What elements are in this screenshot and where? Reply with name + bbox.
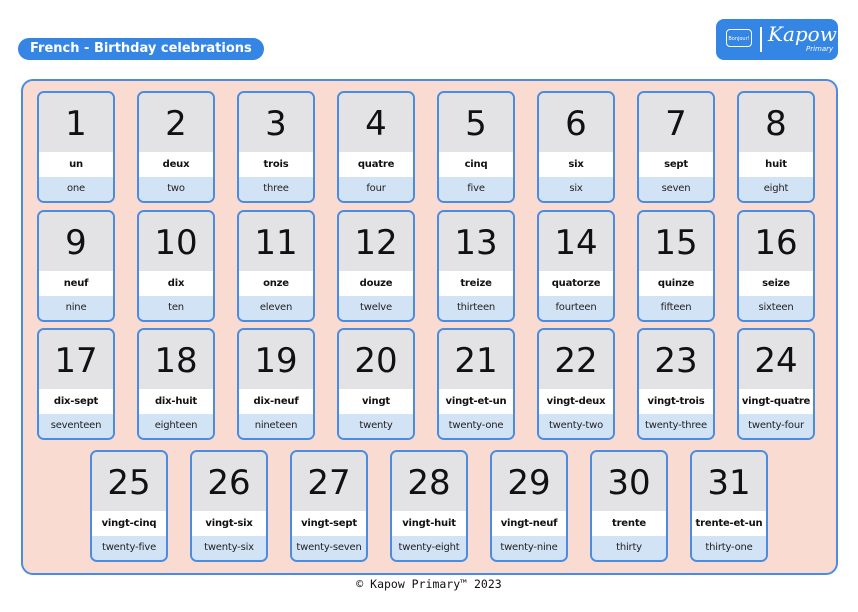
number-card [190,450,268,562]
card-number: 5 [439,93,513,152]
page-title: French - Birthday celebrations [18,38,264,60]
number-card [37,91,115,203]
card-english-word: nine [39,296,113,320]
card-number: 21 [439,330,513,389]
card-english-word: six [539,177,613,201]
card-number: 13 [439,212,513,271]
card-english-word: eight [739,177,813,201]
card-french-word: treize [439,271,513,296]
card-number: 10 [139,212,213,271]
number-card-board [21,79,838,575]
card-english-word: eleven [239,296,313,320]
card-english-word: twenty-five [92,536,166,560]
card-english-word: five [439,177,513,201]
card-french-word: vingt [339,389,413,414]
number-card [590,450,668,562]
card-number: 17 [39,330,113,389]
card-french-word: onze [239,271,313,296]
card-english-word: twenty-nine [492,536,566,560]
number-card [737,328,815,440]
card-french-word: sept [639,152,713,177]
number-card [290,450,368,562]
card-french-word: quatorze [539,271,613,296]
speech-bubble-icon: Bonjour! [726,29,752,47]
card-french-word: vingt-trois [639,389,713,414]
card-english-word: twenty-two [539,414,613,438]
card-french-word: trente [592,511,666,536]
number-card [437,91,515,203]
card-english-word: ten [139,296,213,320]
logo-brand: Kapow [768,22,837,46]
card-french-word: vingt-et-un [439,389,513,414]
card-french-word: vingt-huit [392,511,466,536]
card-number: 7 [639,93,713,152]
card-french-word: trois [239,152,313,177]
card-french-word: six [539,152,613,177]
card-number: 22 [539,330,613,389]
number-card [337,210,415,322]
card-french-word: vingt-deux [539,389,613,414]
card-english-word: seventeen [39,414,113,438]
card-english-word: twenty-four [739,414,813,438]
number-card [437,210,515,322]
number-card [390,450,468,562]
card-french-word: deux [139,152,213,177]
card-number: 15 [639,212,713,271]
card-french-word: huit [739,152,813,177]
card-english-word: thirty [592,536,666,560]
number-card [337,91,415,203]
card-english-word: one [39,177,113,201]
number-card [637,210,715,322]
number-card [237,91,315,203]
number-card [237,210,315,322]
card-english-word: four [339,177,413,201]
card-english-word: twenty-three [639,414,713,438]
copyright-footer: © Kapow Primary™ 2023 [356,577,502,591]
card-english-word: twenty [339,414,413,438]
number-card [537,328,615,440]
card-english-word: three [239,177,313,201]
number-card [237,328,315,440]
number-card [690,450,768,562]
number-card [37,328,115,440]
number-card [137,328,215,440]
card-number: 4 [339,93,413,152]
card-number: 1 [39,93,113,152]
card-number: 16 [739,212,813,271]
card-french-word: quatre [339,152,413,177]
card-number: 19 [239,330,313,389]
number-card [137,210,215,322]
number-card [637,328,715,440]
card-english-word: thirty-one [692,536,766,560]
card-french-word: douze [339,271,413,296]
card-number: 14 [539,212,613,271]
card-number: 8 [739,93,813,152]
card-number: 30 [592,452,666,511]
card-english-word: seven [639,177,713,201]
card-number: 3 [239,93,313,152]
card-english-word: thirteen [439,296,513,320]
card-number: 26 [192,452,266,511]
card-french-word: vingt-cinq [92,511,166,536]
card-french-word: dix-neuf [239,389,313,414]
card-number: 11 [239,212,313,271]
card-number: 25 [92,452,166,511]
number-card [37,210,115,322]
card-french-word: cinq [439,152,513,177]
card-english-word: twenty-one [439,414,513,438]
card-english-word: twenty-seven [292,536,366,560]
kapow-logo [716,19,838,60]
card-number: 6 [539,93,613,152]
number-card [537,210,615,322]
logo-sub: Primary [806,45,834,53]
card-english-word: twenty-eight [392,536,466,560]
card-english-word: twelve [339,296,413,320]
card-french-word: vingt-sept [292,511,366,536]
card-french-word: quinze [639,271,713,296]
card-french-word: dix [139,271,213,296]
card-number: 28 [392,452,466,511]
number-card [137,91,215,203]
number-card [337,328,415,440]
card-english-word: twenty-six [192,536,266,560]
card-french-word: vingt-quatre [739,389,813,414]
number-card [737,210,815,322]
card-english-word: eighteen [139,414,213,438]
card-number: 20 [339,330,413,389]
card-number: 31 [692,452,766,511]
card-french-word: vingt-neuf [492,511,566,536]
card-english-word: fifteen [639,296,713,320]
card-french-word: seize [739,271,813,296]
card-english-word: nineteen [239,414,313,438]
number-card [437,328,515,440]
card-english-word: fourteen [539,296,613,320]
card-french-word: un [39,152,113,177]
card-number: 23 [639,330,713,389]
card-number: 12 [339,212,413,271]
logo-divider [760,27,762,52]
card-number: 27 [292,452,366,511]
number-card [637,91,715,203]
card-number: 18 [139,330,213,389]
card-number: 29 [492,452,566,511]
card-french-word: dix-sept [39,389,113,414]
card-english-word: sixteen [739,296,813,320]
number-card [537,91,615,203]
card-number: 24 [739,330,813,389]
card-french-word: trente-et-un [692,511,766,536]
number-card [90,450,168,562]
card-french-word: dix-huit [139,389,213,414]
card-number: 9 [39,212,113,271]
card-english-word: two [139,177,213,201]
number-card [737,91,815,203]
number-card [490,450,568,562]
card-french-word: vingt-six [192,511,266,536]
card-number: 2 [139,93,213,152]
card-french-word: neuf [39,271,113,296]
